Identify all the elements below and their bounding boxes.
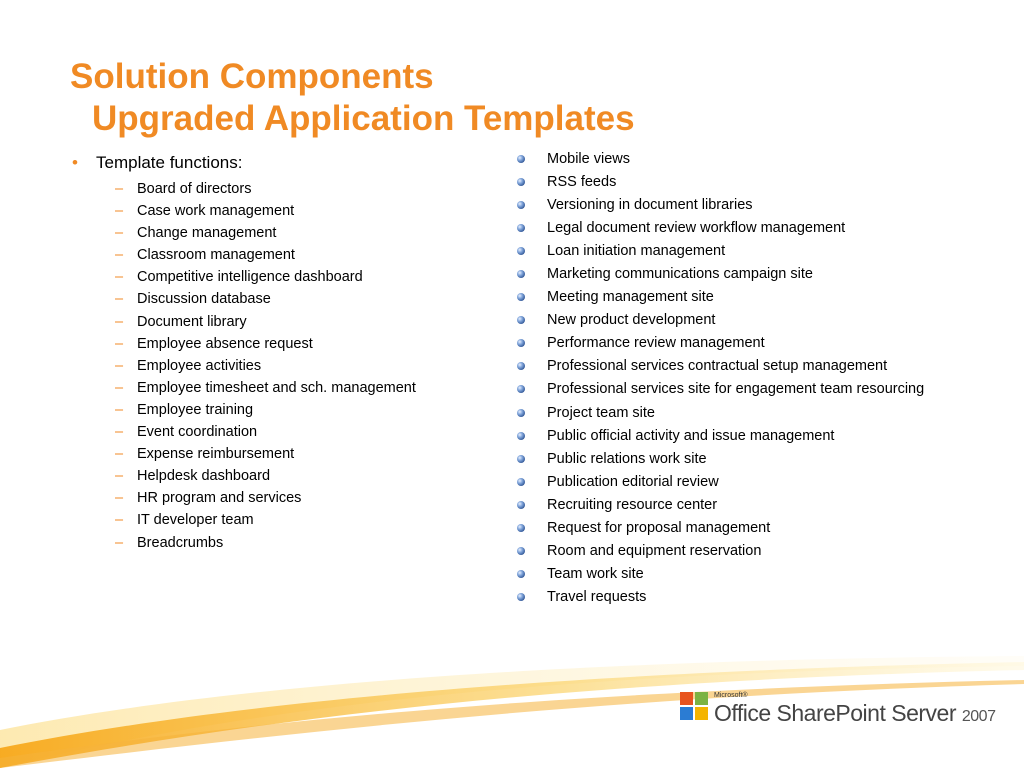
- list-item: [115, 266, 492, 288]
- dash-icon: –: [115, 512, 124, 529]
- dash-icon: –: [115, 247, 124, 264]
- office-logo-icon: [680, 692, 710, 722]
- logo-product: [714, 700, 995, 727]
- list-item: [115, 399, 492, 421]
- bullet-dot-icon: •: [72, 153, 78, 172]
- list-item-text: Document library: [137, 313, 247, 330]
- list-item-text: Versioning in document libraries: [547, 197, 753, 214]
- bullet-ball-icon: [517, 432, 525, 440]
- bullet-ball-icon: [517, 570, 525, 578]
- list-item: [115, 222, 492, 244]
- bullet-ball-icon: [517, 547, 525, 555]
- template-list-right: [517, 148, 997, 609]
- list-item: [115, 178, 492, 200]
- bullet-ball-icon: [517, 362, 525, 370]
- left-column: [72, 152, 492, 554]
- list-item-text: Employee activities: [137, 357, 262, 374]
- logo-product-text: Office SharePoint Server: [714, 700, 956, 726]
- list-item-text: Discussion database: [137, 291, 271, 308]
- bullet-ball-icon: [517, 178, 525, 186]
- list-item: [115, 465, 492, 487]
- list-item-text: Event coordination: [137, 424, 258, 441]
- list-item-text: Publication editorial review: [547, 473, 719, 490]
- list-item-text: Classroom management: [137, 247, 295, 264]
- list-item-text: Board of directors: [137, 181, 252, 197]
- dash-icon: –: [115, 181, 124, 197]
- list-item: [517, 471, 997, 494]
- list-item: [517, 517, 997, 540]
- list-item: [517, 217, 997, 240]
- list-item-text: Professional services contractual setup management: [547, 358, 888, 375]
- list-item: [115, 443, 492, 465]
- list-item: [115, 355, 492, 377]
- list-item: [517, 286, 997, 309]
- bullet-ball-icon: [517, 270, 525, 278]
- list-item: [517, 425, 997, 448]
- list-item-text: Travel requests: [547, 588, 647, 605]
- dash-icon: –: [115, 468, 124, 485]
- logo-maker: Microsoft®: [714, 692, 748, 699]
- bullet-ball-icon: [517, 293, 525, 301]
- dash-icon: –: [115, 424, 124, 441]
- bullet-ball-icon: [517, 478, 525, 486]
- list-item-text: Public relations work site: [547, 450, 707, 467]
- bullet-ball-icon: [517, 524, 525, 532]
- list-item: [517, 586, 997, 609]
- list-item-text: Change management: [137, 225, 277, 242]
- list-item-text: Case work management: [137, 203, 295, 220]
- list-item-text: Marketing communications campaign site: [547, 266, 813, 283]
- list-item: [517, 355, 997, 378]
- list-item: [115, 487, 492, 509]
- list-item: [517, 309, 997, 332]
- bullet-ball-icon: [517, 201, 525, 209]
- list-item-text: Performance review management: [547, 335, 765, 352]
- list-item: [115, 311, 492, 333]
- title-line-2: Upgraded Application Templates: [92, 99, 635, 138]
- list-item-text: Request for proposal management: [547, 519, 771, 536]
- list-item-text: Employee timesheet and sch. management: [137, 379, 416, 396]
- dash-icon: –: [115, 446, 124, 463]
- list-item: [115, 200, 492, 222]
- list-item-text: Project team site: [547, 404, 655, 421]
- lead-bullet: [72, 152, 492, 174]
- dash-icon: –: [115, 379, 124, 396]
- list-item: [517, 448, 997, 471]
- list-item-text: Expense reimbursement: [137, 446, 295, 463]
- list-item: [115, 244, 492, 266]
- list-item: [517, 540, 997, 563]
- list-item-text: Mobile views: [547, 151, 630, 167]
- list-item-text: Recruiting resource center: [547, 496, 718, 513]
- bullet-ball-icon: [517, 339, 525, 347]
- dash-icon: –: [115, 313, 124, 330]
- dash-icon: –: [115, 225, 124, 242]
- list-item-text: Loan initiation management: [547, 243, 726, 260]
- list-item: [115, 421, 492, 443]
- list-item-text: Meeting management site: [547, 289, 714, 306]
- template-functions-list: [72, 178, 492, 554]
- bullet-ball-icon: [517, 247, 525, 255]
- bullet-ball-icon: [517, 224, 525, 232]
- list-item: [115, 509, 492, 531]
- list-item-text: Competitive intelligence dashboard: [137, 269, 363, 286]
- list-item-text: HR program and services: [137, 490, 302, 507]
- bullet-ball-icon: [517, 593, 525, 601]
- dash-icon: –: [115, 291, 124, 308]
- list-item: [517, 332, 997, 355]
- list-item: [517, 378, 997, 401]
- dash-icon: –: [115, 269, 124, 286]
- list-item: [115, 377, 492, 399]
- dash-icon: –: [115, 335, 124, 352]
- dash-icon: –: [115, 203, 124, 220]
- dash-icon: –: [115, 401, 124, 418]
- list-item-text: Helpdesk dashboard: [137, 468, 271, 485]
- list-item-text: Public official activity and issue management: [547, 427, 835, 444]
- bullet-ball-icon: [517, 409, 525, 417]
- bullet-ball-icon: [517, 385, 525, 393]
- list-item: [517, 263, 997, 286]
- right-column: [517, 148, 997, 609]
- dash-icon: –: [115, 534, 124, 551]
- list-item: [517, 240, 997, 263]
- list-item-text: Employee absence request: [137, 335, 313, 352]
- list-item: [517, 171, 997, 194]
- list-item: [517, 194, 997, 217]
- slide-title: [70, 56, 635, 140]
- list-item-text: Team work site: [547, 565, 644, 582]
- list-item-text: Room and equipment reservation: [547, 542, 762, 559]
- dash-icon: –: [115, 357, 124, 374]
- dash-icon: –: [115, 490, 124, 507]
- list-item: [517, 563, 997, 586]
- title-line-1: Solution Components: [70, 57, 434, 96]
- bullet-ball-icon: [517, 316, 525, 324]
- bullet-ball-icon: [517, 501, 525, 509]
- list-item-text: IT developer team: [137, 512, 254, 529]
- bullet-ball-icon: [517, 155, 525, 163]
- list-item-text: Legal document review workflow management: [547, 220, 846, 237]
- logo-year: 2007: [961, 708, 996, 725]
- list-item: [517, 494, 997, 517]
- list-item: [517, 402, 997, 425]
- list-item-text: RSS feeds: [547, 174, 617, 191]
- list-item: [115, 288, 492, 310]
- list-item-text: Breadcrumbs: [137, 534, 224, 551]
- sharepoint-logo: [680, 690, 996, 730]
- list-item: [115, 333, 492, 355]
- list-item: [517, 148, 997, 171]
- list-item-text: Employee training: [137, 401, 254, 418]
- list-item-text: New product development: [547, 312, 716, 329]
- list-item-text: Professional services site for engagement team resourcing: [547, 381, 925, 398]
- lead-text: Template functions:: [96, 153, 243, 172]
- list-item: [115, 532, 492, 554]
- bullet-ball-icon: [517, 455, 525, 463]
